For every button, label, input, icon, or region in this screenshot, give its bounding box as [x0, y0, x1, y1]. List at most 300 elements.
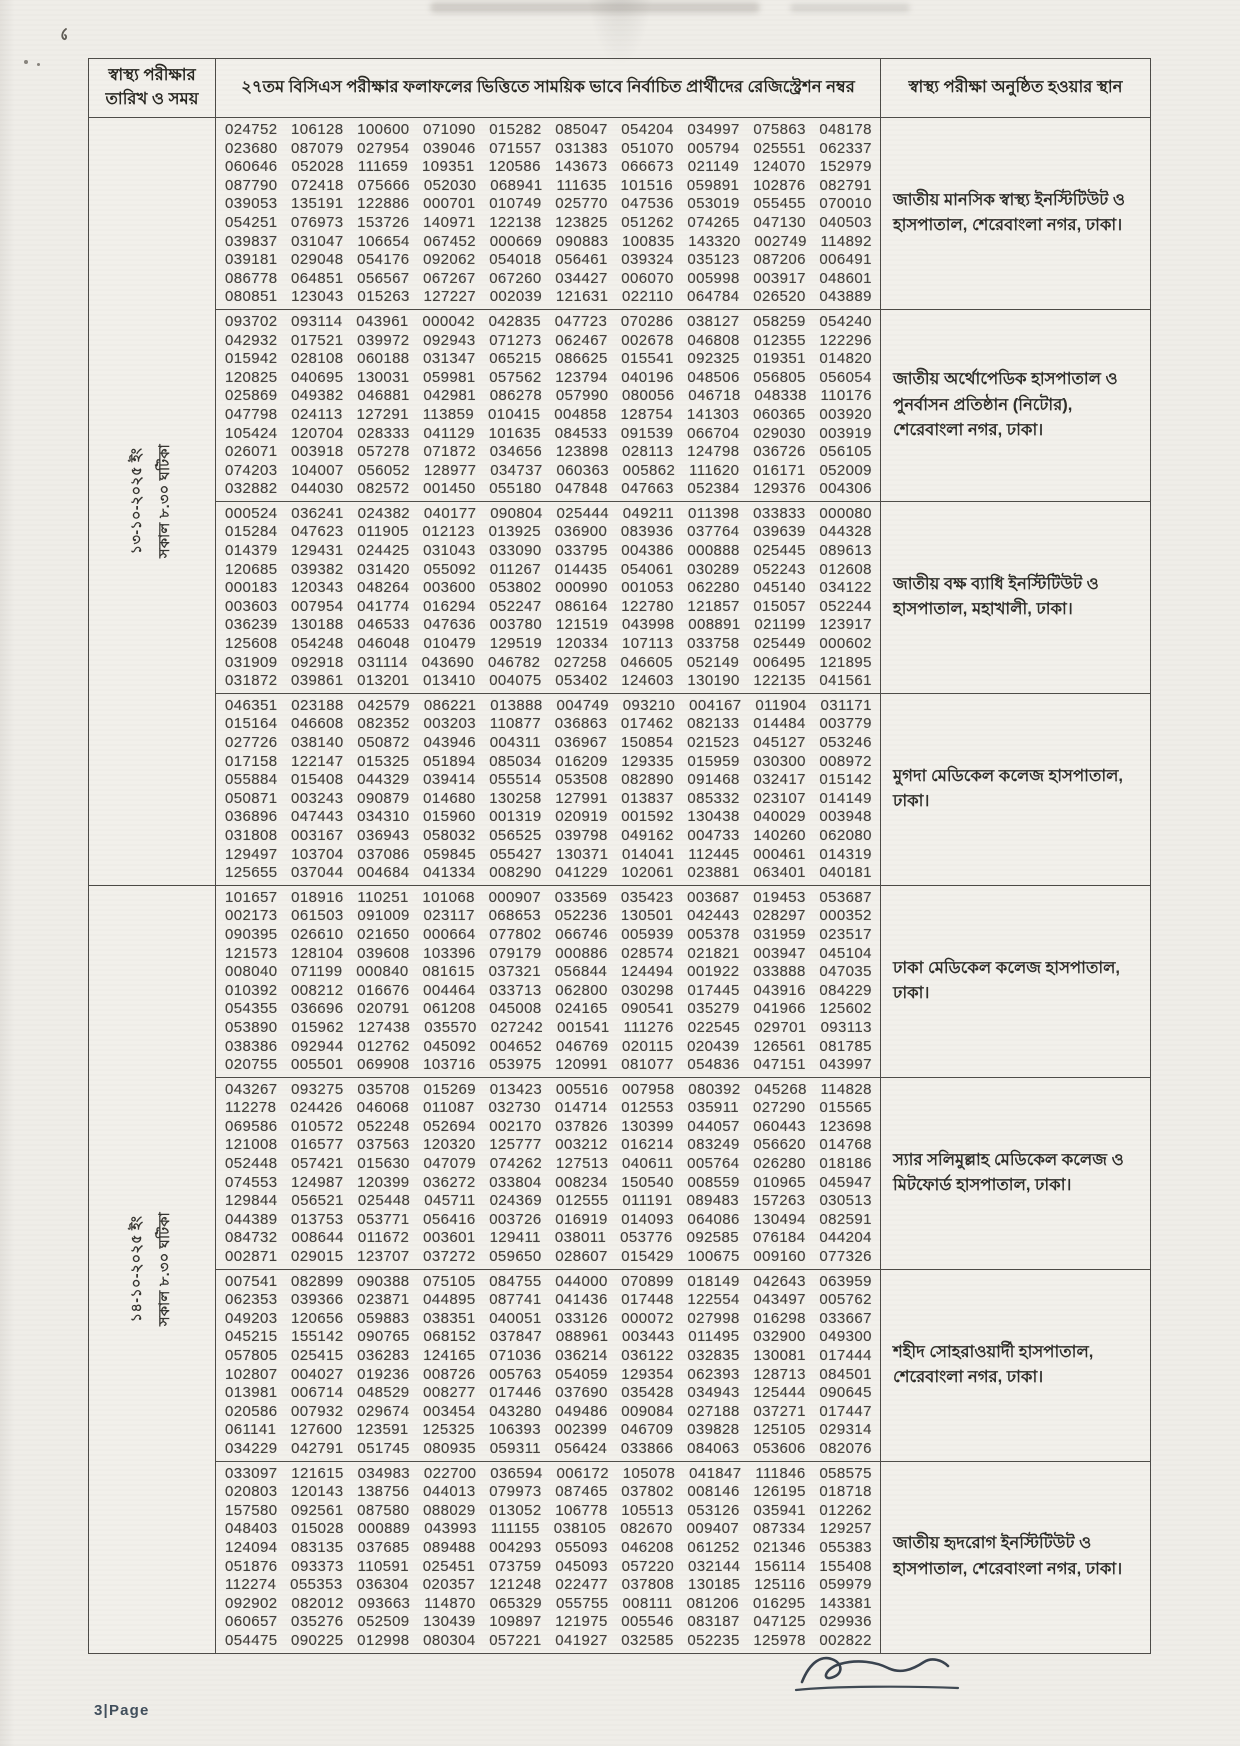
registration-number: 121895 — [819, 653, 872, 671]
registration-number: 035570 — [424, 1018, 477, 1036]
registration-number: 120343 — [291, 579, 344, 597]
registration-number: 129431 — [291, 542, 344, 560]
registration-number: 084501 — [819, 1365, 872, 1383]
registration-number: 041436 — [555, 1291, 608, 1309]
registration-number: 023680 — [225, 139, 278, 157]
registration-number: 001450 — [423, 480, 476, 498]
registration-number-row — [225, 926, 872, 945]
registration-number: 039861 — [291, 672, 344, 690]
registration-number: 038011 — [554, 1229, 607, 1247]
registration-number: 005378 — [687, 925, 740, 943]
registration-number: 008972 — [819, 752, 872, 770]
registration-number: 055884 — [225, 771, 278, 789]
registration-number: 100600 — [357, 121, 410, 138]
registration-number: 120586 — [488, 158, 541, 176]
registration-number: 017448 — [621, 1291, 674, 1309]
registration-number: 019351 — [753, 350, 806, 368]
registration-number: 087580 — [357, 1501, 410, 1519]
registration-number: 012608 — [819, 560, 872, 578]
registration-number: 018718 — [819, 1483, 872, 1501]
registration-number: 064784 — [687, 288, 740, 306]
registration-number: 058032 — [423, 826, 476, 844]
registration-number: 015962 — [291, 1018, 344, 1036]
registration-number: 051070 — [621, 139, 674, 157]
registration-number: 044057 — [687, 1117, 740, 1135]
registration-number: 130371 — [555, 845, 609, 863]
registration-number-row — [225, 1099, 872, 1118]
registration-number: 025770 — [555, 195, 608, 213]
registration-number: 003687 — [687, 888, 740, 906]
registration-number: 032835 — [687, 1347, 740, 1364]
registration-number: 090388 — [357, 1272, 410, 1290]
registration-number: 031808 — [225, 826, 278, 844]
registration-number: 090225 — [291, 1631, 344, 1649]
registration-number: 036304 — [356, 1576, 409, 1594]
registration-number: 130081 — [753, 1347, 806, 1364]
registration-number: 044013 — [423, 1483, 476, 1501]
registration-number: 040177 — [423, 504, 477, 522]
registration-number: 075105 — [423, 1272, 476, 1290]
registration-number: 031420 — [357, 560, 410, 578]
registration-number: 029015 — [291, 1248, 344, 1266]
registration-number: 003603 — [225, 597, 278, 615]
registration-number: 000524 — [225, 504, 278, 522]
registration-number: 023871 — [357, 1291, 410, 1309]
registration-number-row — [225, 332, 872, 351]
registration-number: 039181 — [225, 251, 278, 269]
registration-number: 100675 — [687, 1248, 740, 1266]
registration-number: 004733 — [687, 826, 740, 844]
registration-number: 015284 — [225, 523, 278, 541]
registration-number: 049382 — [291, 387, 344, 405]
registration-number: 056567 — [357, 269, 410, 287]
registration-number: 007541 — [225, 1272, 278, 1290]
registration-number: 014714 — [554, 1099, 608, 1117]
registration-number: 052236 — [554, 907, 608, 925]
registration-number: 001541 — [557, 1018, 610, 1036]
hospital-block-row — [89, 309, 1151, 501]
registration-number: 014820 — [819, 350, 872, 368]
registration-number: 057990 — [555, 387, 609, 405]
registration-number: 120143 — [291, 1483, 344, 1501]
registration-number-row — [225, 561, 872, 580]
registration-number-row — [225, 1384, 872, 1403]
registration-number: 124798 — [687, 443, 740, 461]
registration-number: 020791 — [357, 1000, 410, 1018]
registration-number: 010392 — [225, 981, 278, 999]
registration-number: 052694 — [423, 1117, 476, 1135]
registration-number: 074203 — [225, 461, 278, 479]
registration-number: 033758 — [687, 635, 740, 653]
registration-number: 037272 — [423, 1248, 476, 1266]
registration-number-row — [225, 1403, 872, 1422]
registration-number: 015959 — [687, 752, 740, 770]
registration-number: 054204 — [621, 121, 674, 138]
registration-number: 128977 — [423, 461, 477, 479]
registration-number: 009407 — [686, 1520, 740, 1538]
registration-number: 018916 — [291, 888, 344, 906]
registration-number: 029701 — [754, 1018, 807, 1036]
registration-number: 093113 — [820, 1018, 872, 1036]
registration-number: 032144 — [687, 1557, 741, 1575]
registration-number: 013410 — [423, 672, 476, 690]
registration-number: 056521 — [291, 1192, 344, 1210]
registration-number: 046068 — [356, 1099, 410, 1117]
registration-number: 036726 — [753, 443, 806, 461]
registration-number: 049300 — [819, 1328, 872, 1346]
registration-number: 044000 — [555, 1272, 608, 1290]
registration-number: 020919 — [555, 808, 608, 826]
registration-number: 011087 — [423, 1099, 475, 1117]
registration-number: 011904 — [755, 696, 807, 714]
registration-number: 046709 — [620, 1421, 674, 1439]
registration-number-row — [225, 121, 872, 140]
registration-number-row — [225, 715, 872, 734]
registration-number: 090765 — [357, 1328, 410, 1346]
registration-number: 130258 — [489, 789, 542, 807]
registration-number: 075863 — [753, 121, 806, 138]
registration-number: 143673 — [554, 158, 608, 176]
registration-number: 043497 — [753, 1291, 806, 1309]
registration-number: 093702 — [225, 312, 278, 330]
registration-number: 056052 — [357, 461, 411, 479]
registration-number: 069586 — [225, 1117, 278, 1135]
registration-number: 135191 — [291, 195, 344, 213]
registration-number: 110251 — [357, 888, 409, 906]
registration-number: 011191 — [622, 1192, 673, 1210]
registration-number: 025551 — [753, 139, 806, 157]
registration-number: 045711 — [424, 1192, 476, 1210]
registration-number: 107113 — [622, 635, 674, 653]
registration-number-row — [225, 889, 872, 908]
registration-number: 001053 — [621, 579, 674, 597]
registration-number-row — [225, 542, 872, 561]
registration-number: 046208 — [621, 1538, 674, 1556]
registration-number: 003601 — [423, 1229, 476, 1247]
registration-number: 036241 — [291, 504, 344, 522]
registration-number: 061503 — [291, 907, 344, 925]
registration-number: 029674 — [357, 1402, 410, 1420]
registration-number: 111620 — [689, 461, 740, 479]
registration-number: 058575 — [819, 1464, 872, 1482]
registration-number-row — [225, 963, 872, 982]
registration-number: 036272 — [423, 1173, 476, 1191]
registration-number: 013052 — [489, 1501, 542, 1519]
registration-number: 013925 — [488, 523, 542, 541]
registration-number: 000352 — [819, 907, 872, 925]
registration-number: 088029 — [423, 1501, 476, 1519]
registration-number: 015960 — [423, 808, 476, 826]
registration-number: 013837 — [621, 789, 674, 807]
registration-number: 104007 — [291, 461, 344, 479]
registration-number: 057220 — [621, 1557, 675, 1575]
registration-number: 053890 — [225, 1018, 278, 1036]
registration-number: 069908 — [357, 1056, 410, 1074]
hospital-block-row — [89, 1077, 1151, 1269]
registration-number: 016676 — [357, 981, 410, 999]
registration-numbers-cell — [216, 309, 881, 501]
registration-number: 087741 — [489, 1291, 542, 1309]
table-header-row — [89, 59, 1151, 118]
registration-number: 046605 — [620, 653, 674, 671]
registration-number: 039972 — [357, 331, 410, 349]
registration-number: 033090 — [489, 542, 542, 560]
registration-number: 005763 — [489, 1365, 542, 1383]
registration-number: 157263 — [753, 1192, 806, 1210]
registration-number: 111846 — [755, 1464, 806, 1482]
registration-number: 054248 — [291, 635, 344, 653]
registration-number: 024425 — [357, 542, 410, 560]
registration-number: 000886 — [555, 944, 608, 962]
registration-number: 110877 — [489, 715, 542, 733]
registration-number: 071557 — [489, 139, 542, 157]
registration-number: 015142 — [819, 771, 872, 789]
registration-number: 028108 — [291, 350, 344, 368]
registration-number: 000183 — [225, 579, 278, 597]
registration-number: 036122 — [621, 1347, 674, 1364]
registration-number: 057562 — [489, 368, 542, 386]
registration-number: 016919 — [555, 1210, 608, 1228]
registration-number: 003454 — [423, 1402, 476, 1420]
registration-number: 074553 — [225, 1173, 278, 1191]
registration-number: 059311 — [489, 1439, 542, 1457]
scanner-smudge — [790, 4, 910, 12]
registration-number: 056805 — [753, 368, 806, 386]
registration-number: 080851 — [225, 288, 278, 306]
registration-number: 082133 — [687, 715, 740, 733]
registration-number: 030300 — [753, 752, 806, 770]
registration-number: 059650 — [489, 1248, 542, 1266]
registration-number: 053402 — [555, 672, 608, 690]
registration-number: 016295 — [753, 1594, 806, 1612]
registration-number: 013201 — [357, 672, 410, 690]
registration-number: 033866 — [620, 1439, 674, 1457]
registration-number: 057278 — [357, 443, 410, 461]
registration-number: 056620 — [753, 1136, 806, 1154]
registration-number: 109897 — [489, 1613, 542, 1631]
registration-number: 023188 — [291, 696, 344, 714]
registration-number: 018186 — [819, 1155, 872, 1173]
registration-number: 004464 — [423, 981, 476, 999]
registration-number: 029314 — [819, 1421, 872, 1439]
registration-number: 080392 — [688, 1080, 741, 1098]
registration-number-row — [225, 462, 872, 481]
registration-number: 150854 — [620, 734, 674, 751]
registration-number: 004167 — [689, 696, 742, 714]
registration-number: 014484 — [753, 715, 806, 733]
registration-number: 015942 — [225, 350, 278, 368]
registration-number: 124603 — [621, 672, 674, 690]
registration-number-row — [225, 598, 872, 617]
registration-number: 053126 — [687, 1501, 740, 1519]
registration-number: 059979 — [819, 1576, 872, 1594]
registration-number-row — [225, 1056, 872, 1075]
registration-number: 080056 — [622, 387, 675, 405]
registration-number: 082670 — [620, 1520, 673, 1538]
registration-number: 017462 — [620, 715, 674, 733]
registration-number: 062800 — [555, 981, 608, 999]
registration-number: 102061 — [621, 864, 674, 882]
registration-number: 015269 — [423, 1080, 476, 1098]
registration-number: 053606 — [753, 1439, 806, 1457]
registration-number: 015057 — [753, 597, 806, 615]
registration-number: 036896 — [225, 808, 278, 826]
registration-number: 070899 — [621, 1272, 674, 1290]
page-number-label: 3|Page — [94, 1702, 150, 1719]
registration-number: 043916 — [753, 981, 806, 999]
registration-number: 045092 — [423, 1037, 476, 1055]
registration-number: 012355 — [753, 331, 806, 349]
registration-number: 014379 — [225, 542, 278, 560]
registration-number: 043267 — [225, 1080, 278, 1098]
registration-number: 042835 — [488, 312, 542, 330]
registration-number: 055092 — [423, 560, 476, 578]
registration-number-row — [225, 1038, 872, 1057]
registration-number: 036967 — [554, 734, 608, 751]
registration-table — [88, 58, 1151, 1654]
registration-number-row — [225, 864, 872, 883]
registration-number: 111155 — [490, 1520, 540, 1538]
registration-number: 002173 — [225, 907, 278, 925]
registration-number: 039382 — [291, 560, 344, 578]
registration-number: 033795 — [555, 542, 608, 560]
registration-number: 036696 — [291, 1000, 344, 1018]
registration-number: 130439 — [423, 1613, 476, 1631]
registration-number: 090541 — [621, 1000, 674, 1018]
registration-number: 043993 — [424, 1520, 477, 1538]
registration-number: 027726 — [225, 734, 278, 751]
registration-number-row — [225, 158, 872, 177]
registration-number: 031347 — [423, 350, 476, 368]
registration-number: 054018 — [489, 251, 542, 269]
registration-number: 083249 — [687, 1136, 740, 1154]
registration-number: 090395 — [225, 925, 278, 943]
registration-number: 009084 — [621, 1402, 674, 1420]
registration-number: 090645 — [819, 1384, 872, 1402]
exam-time-label: সকাল ৮.৩০ ঘটিকা — [157, 1212, 173, 1327]
registration-number: 093373 — [291, 1557, 344, 1575]
registration-number: 087465 — [555, 1483, 608, 1501]
registration-number: 027188 — [687, 1402, 740, 1420]
registration-number: 035423 — [620, 888, 674, 906]
rotated-datetime — [126, 1207, 178, 1331]
registration-number: 028574 — [621, 944, 674, 962]
registration-number: 042932 — [225, 331, 278, 349]
registration-number: 103704 — [291, 845, 344, 863]
registration-number: 034997 — [687, 121, 740, 138]
handwritten-signature-scribble — [792, 1648, 962, 1700]
registration-number: 000888 — [687, 542, 740, 560]
registration-number: 033667 — [819, 1309, 872, 1327]
registration-number: 054240 — [819, 312, 872, 330]
registration-number: 140971 — [423, 213, 476, 231]
registration-number: 024382 — [357, 504, 411, 522]
registration-number: 053776 — [620, 1229, 673, 1247]
registration-number-row — [225, 1174, 872, 1193]
registration-number: 003212 — [555, 1136, 608, 1154]
registration-number: 109351 — [422, 158, 475, 176]
registration-number-row — [225, 1366, 872, 1385]
registration-number: 082890 — [621, 771, 674, 789]
registration-number: 005939 — [621, 925, 674, 943]
registration-number-row — [225, 1539, 872, 1558]
registration-number: 138756 — [357, 1483, 410, 1501]
registration-number: 010965 — [753, 1173, 806, 1191]
registration-number: 082572 — [357, 480, 410, 498]
registration-number: 105513 — [621, 1501, 674, 1519]
registration-number: 130188 — [291, 616, 344, 634]
registration-number: 039798 — [555, 826, 608, 844]
registration-number: 048601 — [819, 269, 872, 287]
registration-number-row — [225, 387, 872, 406]
registration-number: 046608 — [291, 715, 344, 733]
registration-number: 123898 — [555, 443, 609, 461]
rotated-datetime — [126, 439, 178, 563]
registration-number: 067267 — [423, 269, 476, 287]
registration-number: 041129 — [423, 424, 475, 442]
registration-number-row — [225, 1310, 872, 1329]
registration-number: 047130 — [753, 213, 806, 231]
registration-number: 025415 — [291, 1347, 344, 1364]
registration-number-row — [225, 907, 872, 926]
registration-number: 043889 — [819, 288, 872, 306]
registration-number: 081077 — [621, 1056, 674, 1074]
registration-number-row — [225, 1595, 872, 1614]
registration-number: 103716 — [423, 1056, 476, 1074]
registration-number: 007954 — [291, 597, 344, 615]
registration-number: 016294 — [423, 597, 476, 615]
registration-number: 053508 — [555, 771, 608, 789]
registration-number: 033569 — [554, 888, 608, 906]
registration-number: 021650 — [357, 925, 410, 943]
registration-number: 042443 — [687, 907, 740, 925]
registration-number: 005794 — [687, 139, 740, 157]
registration-number: 000701 — [423, 195, 476, 213]
registration-number: 008277 — [423, 1384, 476, 1402]
registration-number: 006714 — [291, 1384, 344, 1402]
registration-number: 033804 — [489, 1173, 542, 1191]
registration-number: 125978 — [753, 1631, 806, 1649]
registration-number-row — [225, 1155, 872, 1174]
registration-number: 003203 — [423, 715, 476, 733]
registration-number: 129335 — [621, 752, 674, 770]
registration-number: 038386 — [225, 1037, 278, 1055]
registration-number: 056525 — [489, 826, 542, 844]
registration-number: 020755 — [225, 1056, 278, 1074]
registration-number: 051262 — [621, 213, 674, 231]
registration-number: 003443 — [622, 1328, 675, 1346]
registration-number: 124987 — [291, 1173, 344, 1191]
registration-number: 060443 — [753, 1117, 806, 1135]
registration-number: 012998 — [357, 1631, 410, 1649]
registration-number: 004311 — [489, 734, 542, 751]
registration-number: 021149 — [687, 158, 740, 176]
registration-number: 039608 — [357, 944, 410, 962]
registration-number: 035911 — [687, 1099, 740, 1117]
registration-number: 014149 — [819, 789, 872, 807]
registration-number: 039324 — [621, 251, 674, 269]
registration-number: 017447 — [819, 1402, 872, 1420]
registration-number: 034427 — [555, 269, 608, 287]
ink-dot-marks — [22, 56, 62, 70]
registration-number: 059845 — [423, 845, 476, 863]
registration-number: 053687 — [819, 888, 872, 906]
registration-number: 130438 — [687, 808, 740, 826]
registration-number: 023881 — [687, 864, 740, 882]
registration-number: 092943 — [423, 331, 476, 349]
registration-number: 003917 — [753, 269, 806, 287]
registration-number: 018149 — [687, 1272, 740, 1290]
